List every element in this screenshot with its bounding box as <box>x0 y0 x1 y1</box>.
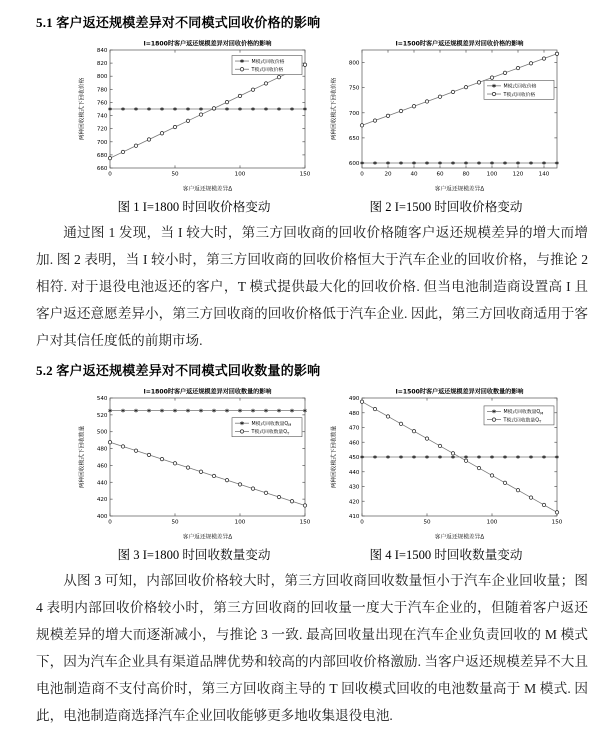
svg-text:150: 150 <box>299 171 311 178</box>
figure-1-caption: 图 1 I=1800 时回收价格变动 <box>117 200 271 214</box>
svg-text:40: 40 <box>410 171 418 178</box>
svg-text:20: 20 <box>384 171 392 178</box>
svg-text:400: 400 <box>96 514 108 520</box>
figure-2-caption: 图 2 I=1500 时回收价格变动 <box>369 200 523 214</box>
svg-text:50: 50 <box>171 171 179 178</box>
svg-text:120: 120 <box>512 171 524 178</box>
svg-text:780: 780 <box>96 87 108 94</box>
figure-row-prices <box>66 37 574 193</box>
svg-text:700: 700 <box>96 139 108 146</box>
figure-2-chart <box>328 37 564 193</box>
svg-text:I=1800时客户返还规模差异对回收数量的影响: I=1800时客户返还规模差异对回收数量的影响 <box>143 388 272 396</box>
svg-text:两种回收模式下回收数量: 两种回收模式下回收数量 <box>79 425 86 489</box>
paragraph-5-2: 从图 3 可知，内部回收价格较大时，第三方回收商回收数量恒小于汽车企业回收量；图 4 表明内部回收价格较小时，第三方回收商的回收量一度大于汽车企业的，但随着客户返还规模差异的增大而逐渐减小，与推论 3 一致. 最高回收量出现在汽车企业负责回收的 M 模式下，因为汽车企业具有渠道品牌优势和较高的内部回收价格激励. 当客户返还规模差异不大且电池制造商不支付高价时，第三方回收商主导的 T 回收模式回收的电池数量高于 M 模式. 因此，电池制造商选择汽车企业回收能够更多地收集退役电池. <box>36 573 588 723</box>
svg-text:I=1500时客户返还规模差异对回收数量的影响: I=1500时客户返还规模差异对回收数量的影响 <box>395 388 524 396</box>
caption-row-quantities <box>66 544 574 563</box>
svg-text:740: 740 <box>96 113 108 120</box>
svg-text:客户返还规模差异Δ: 客户返还规模差异Δ <box>182 186 233 193</box>
chart-svg <box>76 385 312 541</box>
svg-text:0: 0 <box>108 171 112 178</box>
svg-text:M模式回收价格: M模式回收价格 <box>503 84 537 90</box>
svg-text:720: 720 <box>96 126 108 133</box>
svg-text:50: 50 <box>171 519 179 526</box>
section-heading-5-1: 5.1 客户返还规模差异对不同模式回收价格的影响 <box>36 15 321 30</box>
svg-text:0: 0 <box>360 519 364 526</box>
paragraph-5-1: 通过图 1 发现，当 I 较大时，第三方回收商的回收价格随客户返还规模差异的增大而增加. 图 2 表明，当 I 较小时，第三方回收商的回收价格恒大于汽车企业的回收价格，与推论 2 相符. 对于退役电池返还的客户，T 模式提供最大化的回收价格. 但当电池制造商设置高 I 且客户返还意愿差异小，第三方回收商的回收价格低于汽车企业. 因此，第三方回收商适用于客户对其信任度低的前期市场. <box>36 225 588 348</box>
svg-text:660: 660 <box>96 166 108 172</box>
svg-text:T模式回收价格: T模式回收价格 <box>503 92 536 98</box>
svg-text:100: 100 <box>234 519 246 526</box>
svg-text:760: 760 <box>96 100 108 107</box>
svg-text:680: 680 <box>96 152 108 159</box>
svg-text:100: 100 <box>486 171 498 178</box>
svg-text:I=1500时客户返还规模差异对回收价格的影响: I=1500时客户返还规模差异对回收价格的影响 <box>395 40 524 48</box>
svg-text:T模式回收数量QT: T模式回收数量$Q_T$ <box>251 430 290 436</box>
svg-text:M模式回收价格: M模式回收价格 <box>251 59 285 65</box>
svg-text:T模式回收数量QT: T模式回收数量$Q_T$ <box>503 418 542 424</box>
svg-text:440: 440 <box>96 480 108 487</box>
svg-text:0: 0 <box>360 171 364 178</box>
svg-text:150: 150 <box>299 519 311 526</box>
svg-text:M模式回收数量QM: M模式回收数量$Q_M$ <box>503 410 544 416</box>
svg-text:410: 410 <box>348 514 360 520</box>
svg-text:520: 520 <box>96 412 108 419</box>
svg-text:470: 470 <box>348 425 360 432</box>
svg-text:客户返还规模差异Δ: 客户返还规模差异Δ <box>182 534 233 541</box>
svg-text:两种回收模式下回收价格: 两种回收模式下回收价格 <box>331 77 338 141</box>
svg-text:430: 430 <box>348 484 360 491</box>
svg-text:两种回收模式下回收价格: 两种回收模式下回收价格 <box>79 77 86 141</box>
figure-row-quantities <box>66 385 574 541</box>
svg-text:440: 440 <box>348 469 360 476</box>
svg-text:50: 50 <box>423 519 431 526</box>
svg-text:M模式回收数量QM: M模式回收数量$Q_M$ <box>251 422 292 428</box>
svg-text:500: 500 <box>96 429 108 436</box>
svg-text:两种回收模式下回收数量: 两种回收模式下回收数量 <box>331 425 338 489</box>
figure-1-chart <box>76 37 312 193</box>
svg-text:840: 840 <box>96 48 108 54</box>
figure-4-caption: 图 4 I=1500 时回收数量变动 <box>369 548 523 562</box>
svg-text:700: 700 <box>348 110 360 117</box>
figure-3-chart <box>76 385 312 541</box>
svg-text:客户返还规模差异Δ: 客户返还规模差异Δ <box>434 186 485 193</box>
svg-text:540: 540 <box>96 396 108 402</box>
svg-text:420: 420 <box>348 499 360 506</box>
svg-text:460: 460 <box>348 440 360 447</box>
svg-text:800: 800 <box>96 74 108 81</box>
svg-text:450: 450 <box>348 455 360 461</box>
chart-svg <box>76 37 312 193</box>
chart-svg <box>328 37 564 193</box>
svg-text:480: 480 <box>96 446 108 453</box>
svg-text:0: 0 <box>108 519 112 526</box>
svg-text:140: 140 <box>538 171 550 178</box>
svg-text:客户返还规模差异Δ: 客户返还规模差异Δ <box>434 534 485 541</box>
svg-text:T模式回收价格: T模式回收价格 <box>251 68 284 74</box>
svg-text:100: 100 <box>486 519 498 526</box>
svg-text:800: 800 <box>348 60 360 67</box>
svg-text:150: 150 <box>551 519 563 526</box>
svg-text:100: 100 <box>234 171 246 178</box>
chart-svg <box>328 385 564 541</box>
svg-text:460: 460 <box>96 463 108 470</box>
svg-text:650: 650 <box>348 135 360 142</box>
figure-3-caption: 图 3 I=1800 时回收数量变动 <box>117 548 271 562</box>
svg-text:80: 80 <box>462 171 470 178</box>
svg-text:820: 820 <box>96 61 108 68</box>
svg-text:420: 420 <box>96 497 108 504</box>
svg-text:750: 750 <box>348 85 360 92</box>
svg-text:480: 480 <box>348 410 360 417</box>
svg-text:I=1800时客户返还规模差异对回收价格的影响: I=1800时客户返还规模差异对回收价格的影响 <box>143 40 272 48</box>
svg-text:490: 490 <box>348 396 360 402</box>
svg-text:60: 60 <box>436 171 444 178</box>
caption-row-prices <box>66 196 574 215</box>
svg-text:600: 600 <box>348 160 360 167</box>
figure-4-chart <box>328 385 564 541</box>
section-heading-5-2: 5.2 客户返还规模差异对不同模式回收数量的影响 <box>36 363 321 378</box>
